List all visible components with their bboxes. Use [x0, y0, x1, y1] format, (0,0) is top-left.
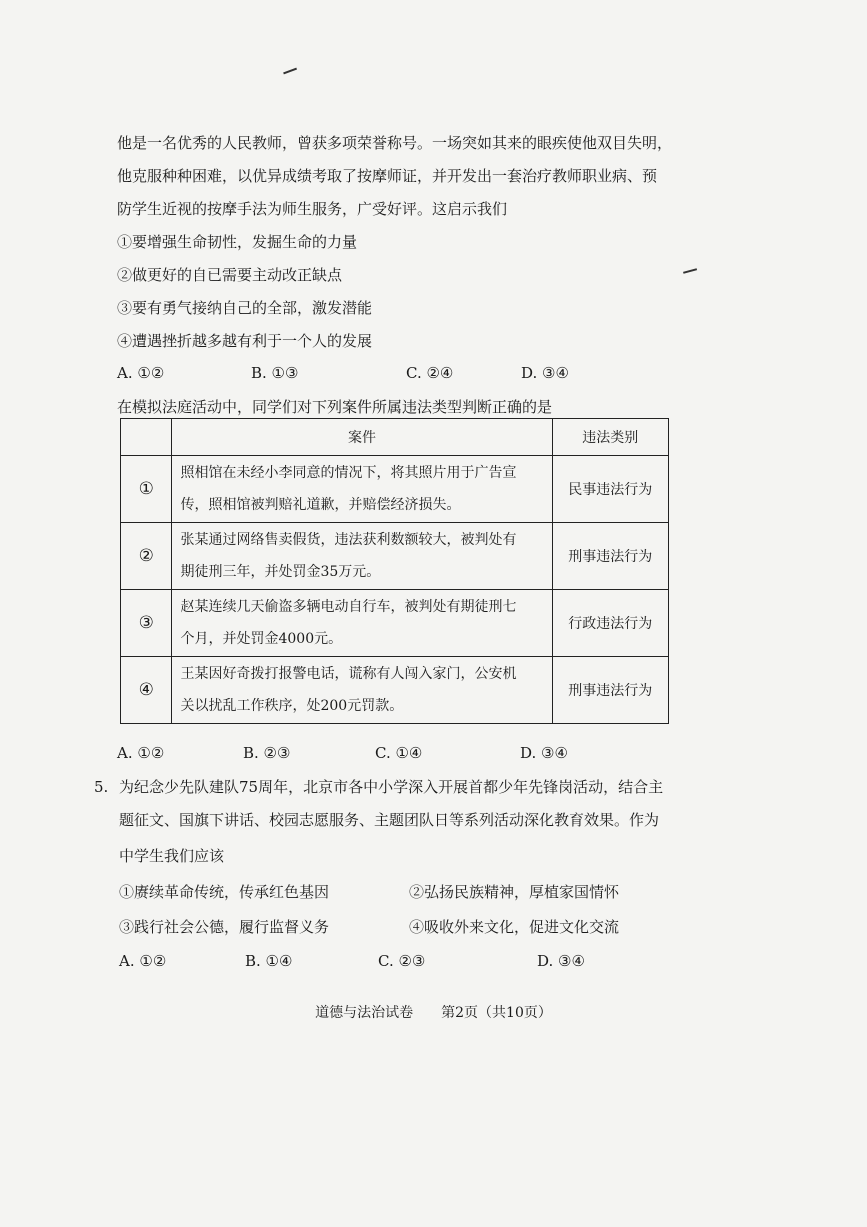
case-line: 个月，并处罚金4000元。: [180, 631, 343, 647]
case-line: 传，照相馆被判赔礼道歉，并赔偿经济损失。: [180, 497, 461, 513]
case-line: 照相馆在未经小李同意的情况下，将其照片用于广告宣: [180, 465, 517, 481]
q5-statement-2: ②弘扬民族精神，厚植家国情怀: [409, 883, 620, 901]
case-line: 张某通过网络售卖假货，违法获利数额较大，被判处有: [180, 532, 517, 548]
row-number: ④: [121, 657, 172, 724]
q3-line-1: 他是一名优秀的人民教师，曾获多项荣誉称号。一场突如其来的眼疾使他双目失明，: [117, 134, 673, 152]
row-number: ③: [121, 590, 172, 657]
header-type: 违法类别: [552, 419, 668, 456]
q4-option-d[interactable]: D. ③④: [520, 744, 568, 762]
case-description: [172, 590, 552, 657]
q4-options: [0, 744, 867, 768]
case-line: 赵某连续几天偷盗多辆电动自行车，被判处有期徒刑七: [180, 599, 517, 615]
violation-type: 刑事违法行为: [552, 523, 668, 590]
q3-line-3: 防学生近视的按摩手法为师生服务，广受好评。这启示我们: [117, 200, 508, 218]
q5-statement-4: ④吸收外来文化，促进文化交流: [409, 918, 620, 936]
scan-mark: [283, 68, 297, 74]
q3-statement-2: ②做更好的自已需要主动改正缺点: [117, 266, 343, 284]
q5-option-a[interactable]: A. ①②: [119, 952, 167, 970]
q5-option-c[interactable]: C. ②③: [378, 952, 426, 970]
q3-option-d[interactable]: D. ③④: [521, 364, 569, 382]
q3-statement-4: ④遭遇挫折越多越有利于一个人的发展: [117, 332, 373, 350]
table-row: [121, 657, 669, 724]
q4-option-b[interactable]: B. ②③: [243, 744, 291, 762]
q5-statement-1: ①赓续革命传统，传承红色基因: [119, 883, 330, 901]
q3-statement-1: ①要增强生命韧性，发掘生命的力量: [117, 233, 358, 251]
case-description: [172, 657, 552, 724]
table-row: [121, 590, 669, 657]
case-line: 关以扰乱工作秩序，处200元罚款。: [180, 698, 404, 714]
header-num: [121, 419, 172, 456]
q5-options: [0, 952, 867, 976]
table-row: [121, 523, 669, 590]
case-line: 王某因好奇拨打报警电话，谎称有人闯入家门，公安机: [180, 666, 517, 682]
q4-option-a[interactable]: A. ①②: [117, 744, 165, 762]
page-footer: 道德与法治试卷 第2页（共10页）: [315, 1005, 552, 1021]
scan-mark: [683, 268, 697, 273]
q5-option-d[interactable]: D. ③④: [537, 952, 585, 970]
violation-type: 刑事违法行为: [552, 657, 668, 724]
header-case: 案件: [172, 419, 552, 456]
case-line: 期徒刑三年，并处罚金35万元。: [180, 564, 381, 580]
q3-options: [0, 364, 867, 388]
q5-number: 5.: [94, 778, 109, 796]
q3-option-a[interactable]: A. ①②: [117, 364, 165, 382]
row-number: ②: [121, 523, 172, 590]
q5-line-1: 为纪念少先队建队75周年，北京市各中小学深入开展首都少年先锋岗活动，结合主: [119, 778, 664, 796]
violation-type: 行政违法行为: [552, 590, 668, 657]
q3-option-c[interactable]: C. ②④: [406, 364, 454, 382]
q5-option-b[interactable]: B. ①④: [245, 952, 293, 970]
q5-line-2: 题征文、国旗下讲话、校园志愿服务、主题团队日等系列活动深化教育效果。作为: [119, 811, 660, 829]
q5-statement-3: ③践行社会公德，履行监督义务: [119, 918, 330, 936]
q4-option-c[interactable]: C. ①④: [375, 744, 423, 762]
table-row: [121, 456, 669, 523]
q5-line-3: 中学生我们应该: [119, 847, 225, 865]
q3-statement-3: ③要有勇气接纳自己的全部，激发潜能: [117, 299, 373, 317]
q3-line-2: 他克服种种困难，以优异成绩考取了按摩师证，并开发出一套治疗教师职业病、预: [117, 167, 658, 185]
q3-option-b[interactable]: B. ①③: [251, 364, 299, 382]
case-description: [172, 523, 552, 590]
row-number: ①: [121, 456, 172, 523]
case-table: [120, 418, 669, 724]
table-header-row: [121, 419, 669, 456]
violation-type: 民事违法行为: [552, 456, 668, 523]
q4-stem: 在模拟法庭活动中，同学们对下列案件所属违法类型判断正确的是: [117, 398, 553, 416]
case-description: [172, 456, 552, 523]
